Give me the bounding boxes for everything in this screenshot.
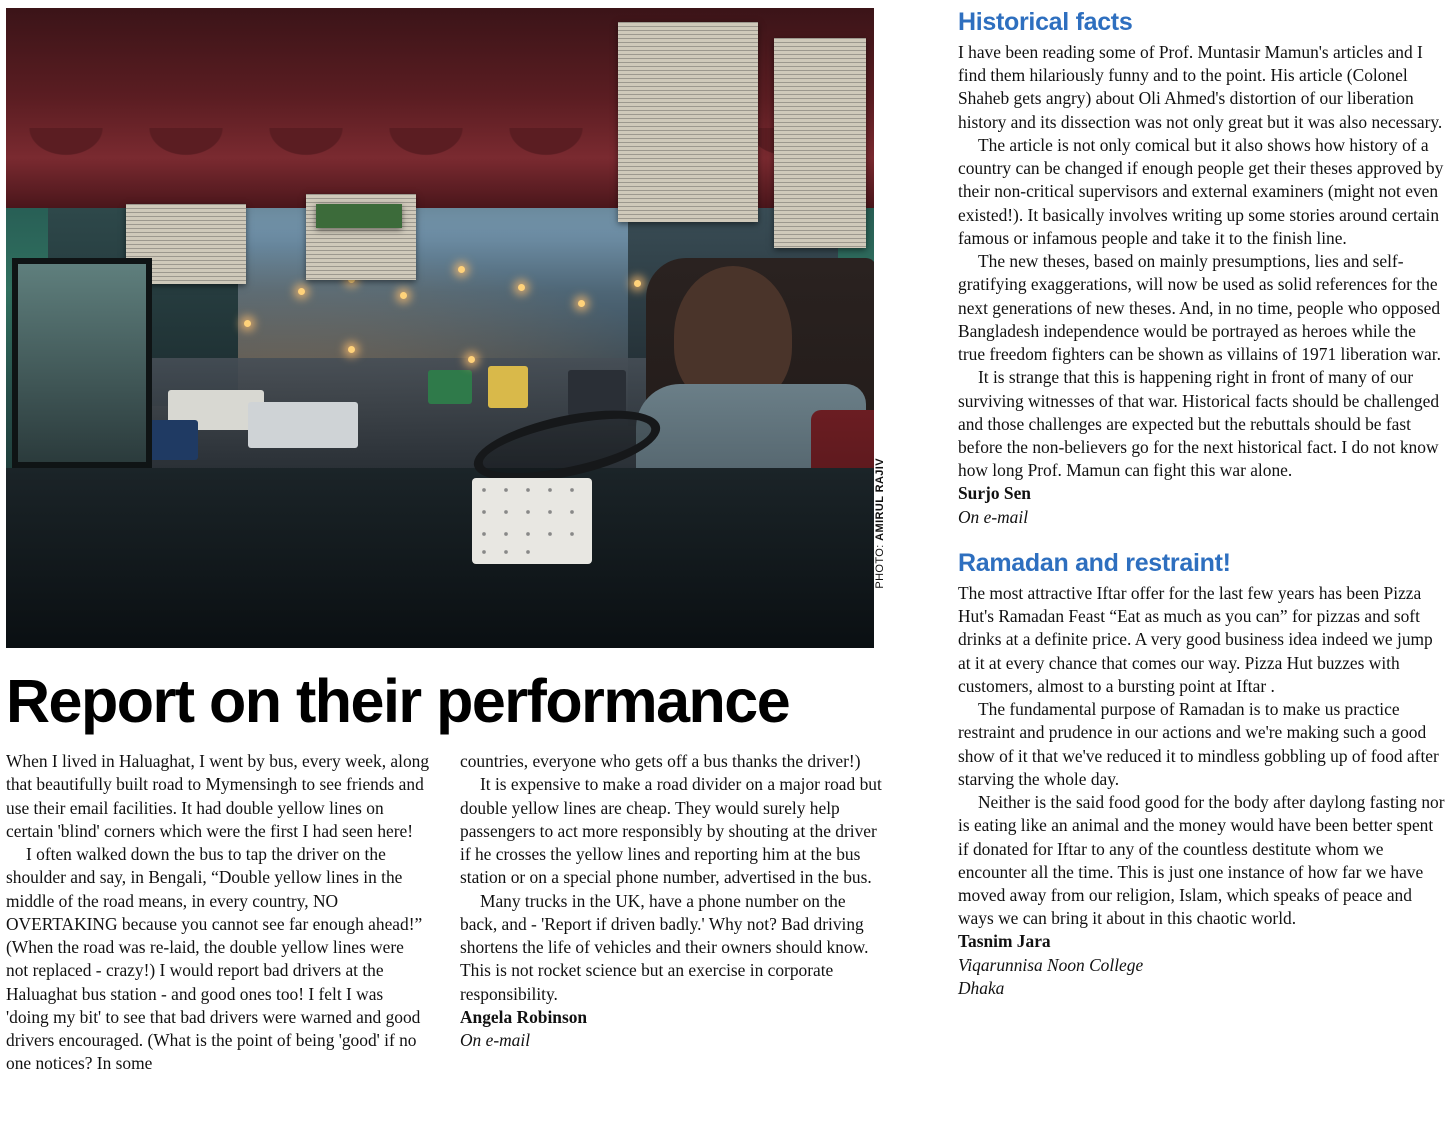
- article-paragraph: When I lived in Haluaghat, I went by bus, every week, along that beautifully built road to Mymensingh to see friends and use their email facilities. It had double yellow lines on certain 'blind' corners which were the first I had seen here!: [6, 751, 430, 841]
- letter-paragraph: The article is not only comical but it also shows how history of a country can be changed if enough people get their theses approved by their non-critical supervisors and external examiners (might not even existed!). It basically involves writing up some stories around certain famous or infamous people and take it to the finish line.: [958, 134, 1444, 248]
- article-column-right: [460, 750, 884, 1075]
- letter-signature-sub: Dhaka: [958, 977, 1005, 998]
- letter-paragraph: The new theses, based on mainly presumptions, lies and self-gratifying exaggerations, will now be used as solid references for the next generations of new theses. And, in no time, people who opposed Bangladesh independence would be portrayed as heroes while the true freedom fighters can be shown as villains of 1971 liberation war.: [958, 251, 1441, 365]
- posted-newspaper: [774, 38, 866, 248]
- letter-historical-facts: [958, 8, 1445, 529]
- posted-newspaper: [618, 22, 758, 222]
- auto-rickshaw: [428, 370, 472, 404]
- article-signature-name: Angela Robinson: [460, 1006, 588, 1027]
- bus-interior-photo: [6, 8, 874, 648]
- letter-title: Historical facts: [958, 8, 1133, 36]
- letter-paragraph: The most attractive Iftar offer for the last few years has been Pizza Hut's Ramadan Feast “Eat as much as you can” for pizzas and soft drinks at a definite price. A very good business idea indeed we jump at it at every chance that comes our way. Pizza Hut buzzes with customers, almost to a bursting point at Iftar .: [958, 582, 1433, 696]
- letter-signature-sub: Viqarunnisa Noon College: [958, 954, 1144, 975]
- letter-signature-name: Surjo Sen: [958, 483, 1031, 504]
- street-car: [248, 402, 358, 448]
- letter-ramadan-and-restraint: [958, 549, 1445, 1000]
- letter-signature-sub: On e-mail: [958, 506, 1029, 527]
- article-signature-sub: On e-mail: [460, 1030, 531, 1051]
- article-paragraph: Many trucks in the UK, have a phone number on the back, and - 'Report if driven badly.' Why not? Bad driving shortens the life of vehicles and their owners should know. This is not rocket science but an exercise in corporate responsibility.: [460, 890, 869, 1004]
- article-paragraph: countries, everyone who gets off a bus thanks the driver!): [460, 751, 861, 772]
- photo-credit: [874, 458, 896, 589]
- article-paragraph: I often walked down the bus to tap the driver on the shoulder and say, in Bengali, “Double yellow lines in the middle of the road means, in every country, NO OVERTAKING because you cannot see far enough ahead!” (When the road was re-laid, the double yellow lines were not replaced - crazy!) I would report bad drivers at the Haluaghat bus station - and good ones too! I felt I was 'doing my bit' to see that bad drivers were warned and good drivers encouraged. (What is the point of being 'good' if no one notices? In some: [6, 844, 423, 1074]
- article-column-left: [6, 750, 430, 1075]
- dashboard-switch-panel: [472, 478, 592, 564]
- auto-rickshaw: [488, 366, 528, 408]
- letter-paragraph: It is strange that this is happening right in front of many of our surviving witnesses of that war. Historical facts should be challenged and those challenges are expected but the rebuttals should be fast before the non-believers go for the next historical fact. I do not know how long Prof. Mamun can fight this war alone.: [958, 367, 1440, 481]
- route-sign: [316, 204, 402, 228]
- bus-side-window: [12, 258, 152, 468]
- letter-signature-name: Tasnim Jara: [958, 931, 1051, 952]
- letters-column: [958, 8, 1445, 1000]
- article-photo-block: [6, 8, 896, 648]
- photo-credit-label: PHOTO:: [874, 544, 886, 589]
- photo-credit-name: AMIRUL RAJIV: [874, 458, 886, 541]
- letter-paragraph: The fundamental purpose of Ramadan is to make us practice restraint and prudence in our actions and we're making such a good show of it that we've reduced it to mindless gobbling up of food after starving the whole day.: [958, 699, 1439, 789]
- article-headline: Report on their performance: [6, 667, 790, 735]
- bus-dashboard: [6, 468, 874, 648]
- main-article: [6, 8, 896, 1116]
- letter-paragraph: I have been reading some of Prof. Muntasir Mamun's articles and I find them hilariously funny and to the point. His article (Colonel Shaheb gets angry) about Oli Ahmed's distortion of our liberation history and its dissection was not only great but it was also necessary.: [958, 42, 1443, 132]
- article-paragraph: It is expensive to make a road divider on a major road but double yellow lines are cheap. They would surely help passengers to act more responsibly by shouting at the driver if he crosses the yellow lines and reporting him at the bus station or on a special phone number, advertised in the bus.: [460, 774, 882, 888]
- article-columns: [6, 750, 884, 1075]
- letter-title: Ramadan and restraint!: [958, 548, 1231, 577]
- street-car: [568, 370, 626, 416]
- letter-paragraph: Neither is the said food good for the body after daylong fasting nor is eating like an animal and the money would have been better spent if donated for Iftar to any of the countless destitute whom we encounter all the time. This is just one instance of how far we have moved away from our religion, Islam, which speaks of peace and ways we can bring it about in this chaotic world.: [958, 792, 1445, 929]
